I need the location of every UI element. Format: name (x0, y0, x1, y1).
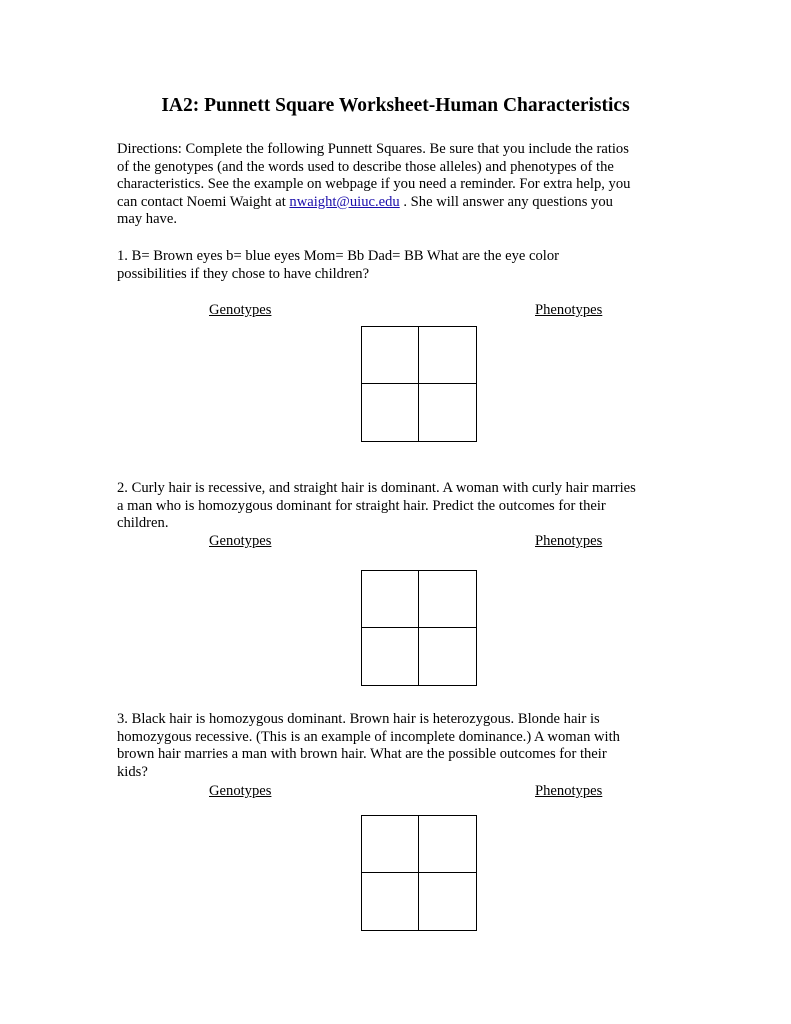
question-3-text (117, 711, 687, 781)
punnett-cell[interactable] (362, 327, 419, 384)
question-line: a man who is homozygous dominant for straight hair. Predict the outcomes for their (117, 497, 606, 514)
genotypes-label: Genotypes (209, 783, 272, 799)
punnett-square-3 (361, 815, 477, 931)
punnett-cell[interactable] (362, 873, 419, 930)
question-line: children. (117, 515, 169, 532)
directions-line: may have. (117, 211, 177, 228)
phenotypes-label: Phenotypes (535, 783, 603, 799)
directions-text: can contact Noemi Waight at (117, 193, 290, 210)
phenotypes-label: Phenotypes (535, 302, 603, 318)
question-line: brown hair marries a man with brown hair. What are the possible outcomes for their (117, 746, 607, 763)
directions-text: . She will answer any questions you (399, 193, 613, 210)
question-line: 3. Black hair is homozygous dominant. Brown hair is heterozygous. Blonde hair is (117, 711, 600, 727)
email-link[interactable]: nwaight@uiuc.edu (289, 193, 400, 210)
question-2-text (117, 480, 687, 533)
directions-line: of the genotypes (and the words used to describe those alleles) and phenotypes of the (117, 158, 614, 175)
punnett-square-1 (361, 326, 477, 442)
page-title: IA2: Punnett Square Worksheet-Human Characteristics (161, 95, 630, 116)
genotypes-label: Genotypes (209, 533, 272, 549)
directions-paragraph (117, 141, 687, 229)
punnett-cell[interactable] (419, 816, 476, 873)
punnett-cell[interactable] (419, 327, 476, 384)
punnett-cell[interactable] (419, 384, 476, 441)
punnett-cell[interactable] (419, 628, 476, 685)
punnett-square-2 (361, 570, 477, 686)
question-line: 2. Curly hair is recessive, and straight hair is dominant. A woman with curly hair marries (117, 480, 636, 496)
punnett-cell[interactable] (362, 628, 419, 685)
question-line: 1. B= Brown eyes b= blue eyes Mom= Bb Dad= BB What are the eye color (117, 248, 559, 264)
punnett-cell[interactable] (419, 873, 476, 930)
directions-line: Directions: Complete the following Punnett Squares. Be sure that you include the ratios (117, 141, 629, 157)
punnett-cell[interactable] (419, 571, 476, 628)
question-line: homozygous recessive. (This is an example of incomplete dominance.) A woman with (117, 728, 620, 745)
question-1-text (117, 248, 687, 283)
punnett-cell[interactable] (362, 384, 419, 441)
genotypes-label: Genotypes (209, 302, 272, 318)
question-line: possibilities if they chose to have children? (117, 265, 370, 282)
punnett-cell[interactable] (362, 816, 419, 873)
phenotypes-label: Phenotypes (535, 533, 603, 549)
punnett-cell[interactable] (362, 571, 419, 628)
question-line: kids? (117, 763, 148, 780)
directions-line-with-email (117, 194, 687, 212)
directions-line: characteristics. See the example on webpage if you need a reminder. For extra help, you (117, 176, 631, 193)
